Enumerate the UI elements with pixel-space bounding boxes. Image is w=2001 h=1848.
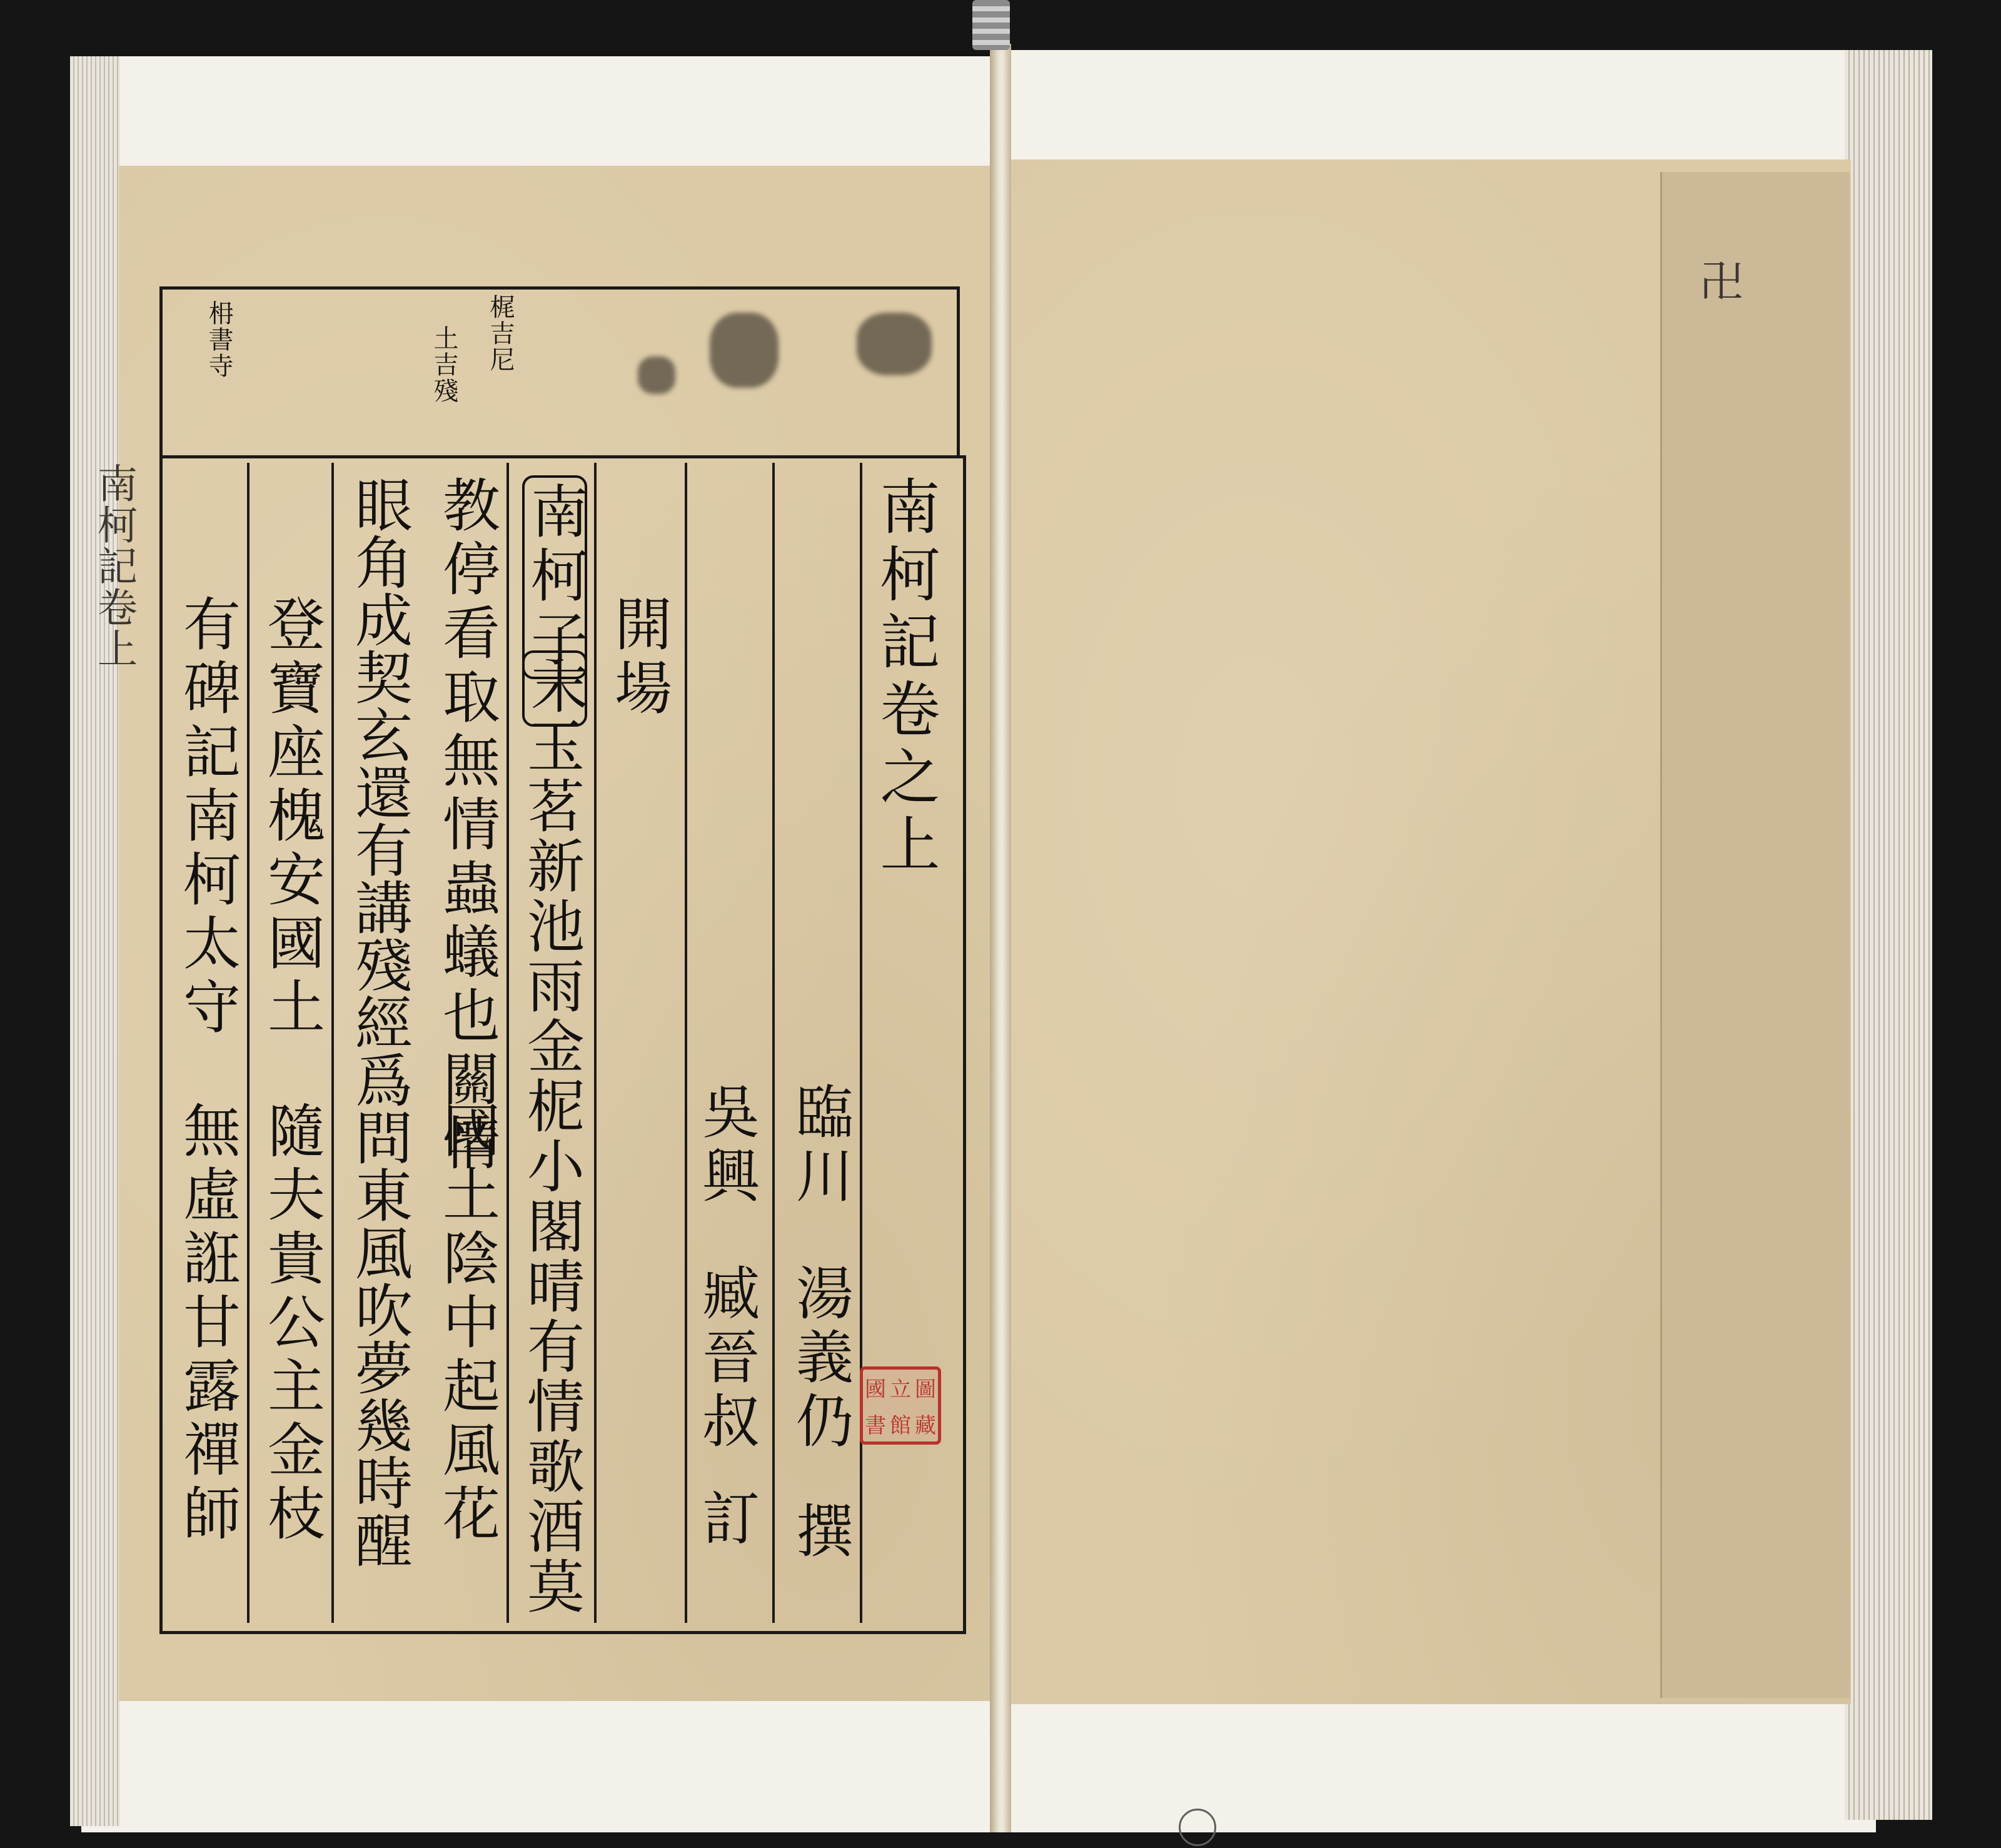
left-page-edges xyxy=(70,56,120,1826)
fore-edge-label: 南柯記卷上 xyxy=(91,463,137,669)
binding-thread xyxy=(972,0,1010,50)
header-frame xyxy=(159,286,960,458)
seal-char: 書 xyxy=(865,1413,886,1438)
column-rule xyxy=(685,463,687,1623)
verse-line-5-head: 有碑記南柯太守 xyxy=(174,594,241,1041)
role-label xyxy=(522,475,587,679)
editor-place: 吳興 xyxy=(693,1082,760,1209)
seal-char: 立 xyxy=(890,1377,911,1403)
verse-line-3: 眼角成契玄還有講殘經爲問東風吹夢幾時醒 xyxy=(346,475,413,1568)
role-name: 南柯子 xyxy=(522,475,587,679)
right-page-edges xyxy=(1845,50,1932,1820)
header-smudge-1 xyxy=(710,313,779,388)
author-role: 撰 xyxy=(787,1501,854,1565)
header-smudge-2 xyxy=(857,313,932,375)
verse-line-4-head: 登寶座槐安國土 xyxy=(258,594,325,1041)
verse-line-2: 教停看取無情蟲蟻也關情 xyxy=(433,475,500,1177)
editor-role: 訂 xyxy=(693,1488,760,1552)
right-page-bleedthrough-strip xyxy=(1660,172,1850,1698)
verse-line-2-tail: 國土陰中起風花 xyxy=(433,1101,500,1547)
role-tag-text: 末 xyxy=(522,650,587,727)
author-name: 湯義仍 xyxy=(787,1263,854,1455)
verse-line-5-tail: 無虛誑甘露禪師 xyxy=(174,1101,241,1547)
column-rule xyxy=(860,463,862,1623)
header-smudge-3 xyxy=(638,356,675,394)
column-rule xyxy=(247,463,249,1623)
seal-char: 國 xyxy=(865,1377,886,1403)
seal-char: 圖 xyxy=(915,1377,936,1403)
role-tag xyxy=(522,650,587,727)
strip-mark: 卍 xyxy=(1700,256,1743,308)
verse-line-1: 玉茗新池雨金柅小閣晴有情歌酒莫 xyxy=(518,716,585,1617)
volume-title: 南柯記卷之上 xyxy=(870,475,940,881)
seal-char: 藏 xyxy=(915,1413,936,1438)
book-gutter xyxy=(990,44,1011,1832)
header-note-1: 枏書寺 xyxy=(204,300,233,379)
column-rule xyxy=(594,463,597,1623)
library-seal xyxy=(860,1366,941,1445)
column-rule xyxy=(772,463,775,1623)
seal-char: 館 xyxy=(890,1413,911,1438)
scene-heading: 開場 xyxy=(605,594,672,722)
header-note-2: 梶吉尼 xyxy=(486,294,515,373)
header-note-3: 土吉殘 xyxy=(430,325,458,404)
library-logo-icon xyxy=(1179,1809,1216,1846)
column-rule xyxy=(331,463,334,1623)
verse-line-4-tail: 隨夫貴公主金枝 xyxy=(258,1101,325,1547)
column-rule xyxy=(507,463,509,1623)
author-place: 臨川 xyxy=(787,1082,854,1209)
editor-name: 臧晉叔 xyxy=(693,1263,760,1455)
